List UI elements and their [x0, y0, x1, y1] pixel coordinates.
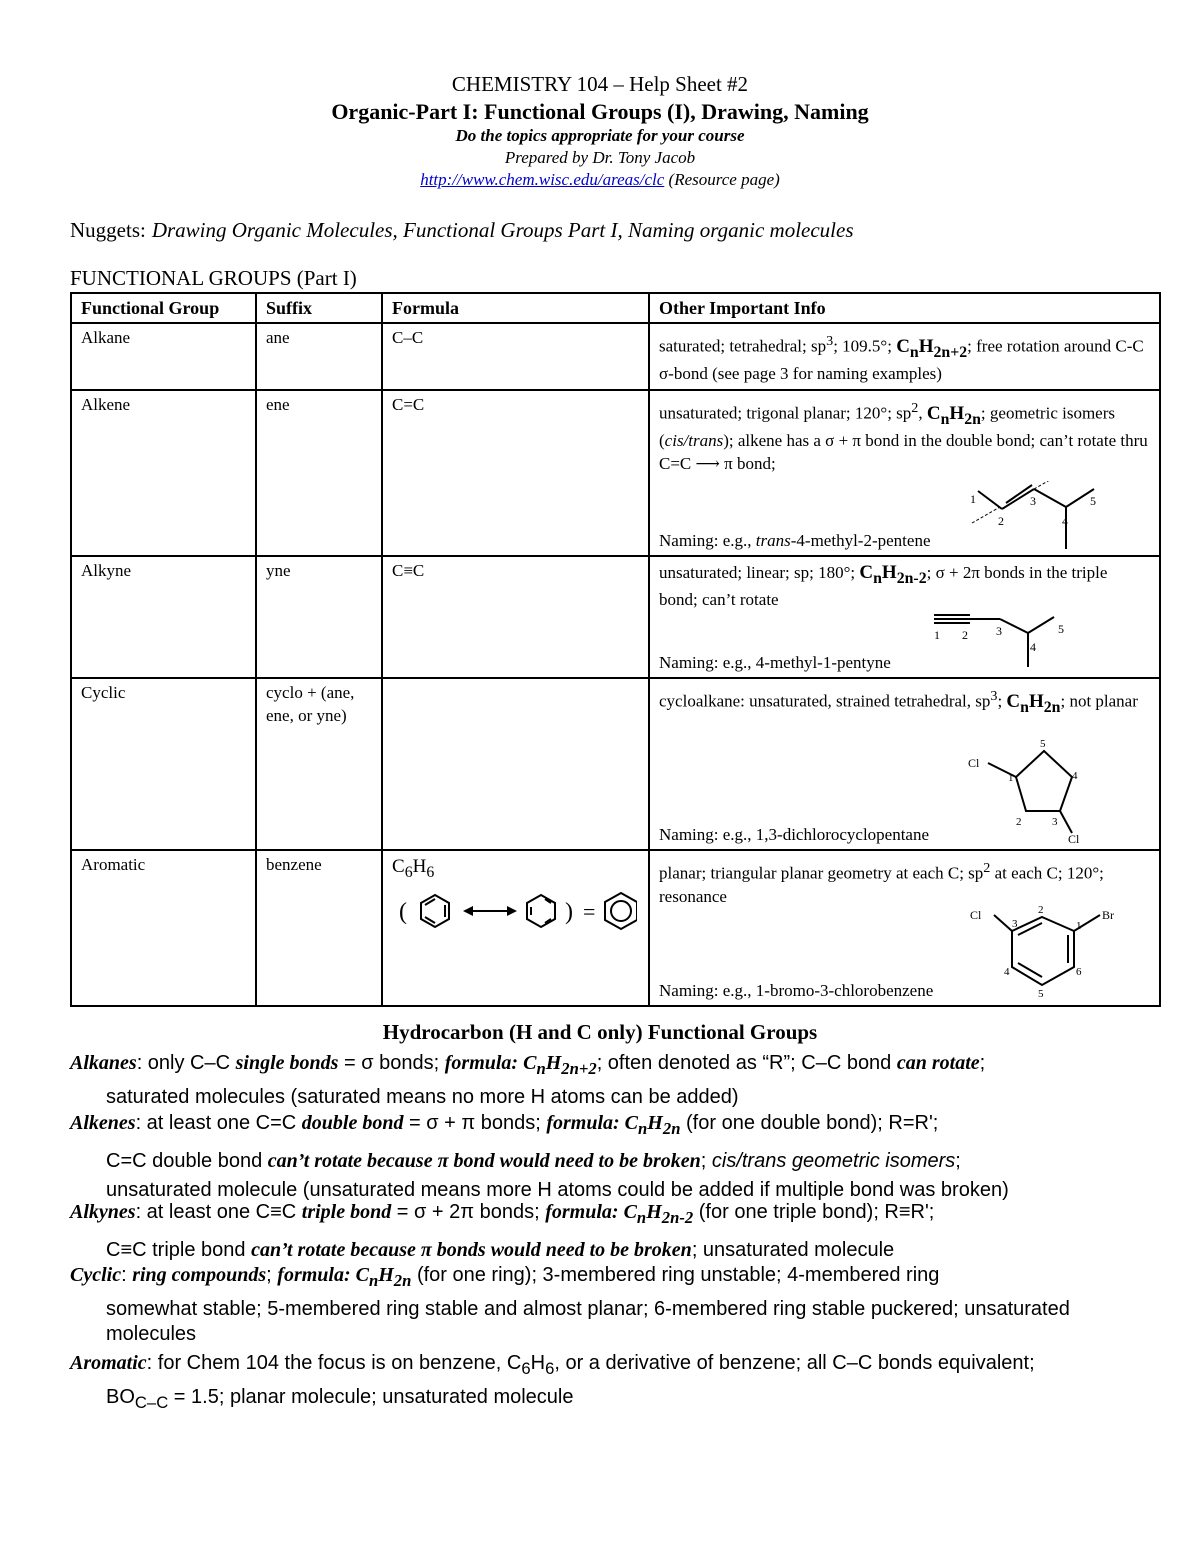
atom-number: 6: [1076, 966, 1082, 979]
info-cell: [649, 678, 1160, 850]
subscript: n: [368, 1271, 379, 1290]
naming-example: Naming: e.g., 1,3-dichlorocyclopentane: [659, 825, 930, 845]
info-text: ; 109.5°;: [833, 336, 897, 356]
bromine-atom: Br: [1102, 908, 1114, 923]
benzene-formula: [392, 856, 435, 881]
atom-number: 4: [1004, 966, 1010, 979]
term: Alkynes: [70, 1201, 136, 1223]
document-subtitle: Organic-Part I: Functional Groups (I), Drawing, Naming: [331, 99, 869, 124]
formula-c: C: [392, 856, 405, 878]
resource-line: [0, 170, 1200, 190]
atom-number: 2: [998, 514, 1004, 529]
subscript: 6: [521, 1359, 531, 1378]
course-note: Do the topics appropriate for your course: [455, 126, 745, 145]
text-line: [70, 1147, 1150, 1176]
hydrocarbon-title: Hydrocarbon (H and C only) Functional Groups: [382, 1020, 818, 1044]
atom-number: 4: [1072, 770, 1078, 783]
term: Cyclic: [70, 1264, 122, 1286]
chlorine-atom: Cl: [970, 908, 982, 923]
bold-text: ring compounds: [132, 1264, 267, 1286]
info-text: ,: [918, 403, 927, 423]
table-row: [71, 323, 1160, 390]
formula-c: C: [896, 335, 910, 357]
document-title: CHEMISTRY 104 – Help Sheet #2: [451, 72, 749, 96]
pentyne-structure: [930, 609, 1090, 671]
table-row: [71, 850, 1160, 1006]
alkenes-paragraph: [70, 1109, 1150, 1205]
info-italic: cis/trans: [664, 430, 724, 450]
superscript: 3: [990, 688, 998, 705]
alkanes-paragraph: [70, 1049, 1150, 1112]
atom-number: 5: [1040, 738, 1046, 751]
formula-c: formula: C: [545, 1201, 637, 1223]
atom-number: 1: [1008, 772, 1014, 785]
text: : only C–C: [136, 1052, 236, 1074]
atom-number: 1: [970, 492, 976, 507]
subscript: n: [909, 343, 919, 361]
formula-c: C: [1006, 690, 1021, 712]
info-text: ; geometric isomers (: [659, 403, 1115, 450]
text: ;: [955, 1150, 961, 1172]
equals-sign: =: [583, 899, 596, 925]
bold-text: double bond: [301, 1112, 404, 1134]
superscript: 2: [911, 400, 919, 417]
text: = σ + 2π bonds;: [391, 1201, 546, 1223]
functional-groups-table: [70, 292, 1161, 1007]
suffix-cell: yne: [256, 556, 382, 678]
atom-number: 4: [1030, 640, 1036, 655]
text: molecules: [106, 1323, 197, 1345]
atom-number: 3: [1030, 494, 1036, 509]
formula-cell: [382, 678, 649, 850]
atom-number: 5: [1058, 622, 1064, 637]
formula-c: formula: C: [546, 1112, 639, 1134]
atom-number: 2: [1016, 816, 1022, 829]
bold-text: can’t rotate because π bonds would need to be broken: [251, 1239, 692, 1261]
suffix-cell: ene: [256, 390, 382, 556]
bold-text: triple bond: [301, 1201, 392, 1223]
formula-h: H: [412, 856, 427, 878]
subscript: 2n: [662, 1119, 681, 1138]
nuggets-label: Nuggets:: [70, 218, 146, 242]
table-row: [71, 390, 1160, 556]
text: = σ bonds;: [338, 1052, 445, 1074]
info-text: ; not planar: [1060, 691, 1138, 711]
naming-prefix: Naming: e.g.,: [659, 531, 756, 551]
text: C=C double bond: [106, 1150, 268, 1172]
text: H: [530, 1352, 546, 1374]
column-header: Other Important Info: [649, 293, 1160, 323]
formula-h: H: [1028, 690, 1044, 712]
term: Aromatic: [70, 1352, 147, 1374]
resource-link[interactable]: http://www.chem.wisc.edu/areas/clc: [420, 170, 665, 189]
subscript: 6: [545, 1359, 555, 1378]
formula-cell: C–C: [382, 323, 649, 390]
atom-number: 2: [962, 628, 968, 643]
text-line: [70, 1383, 1150, 1417]
atom-number: 3: [996, 624, 1002, 639]
formula: [546, 1112, 681, 1138]
subscript: n: [536, 1059, 546, 1078]
italic-text: cis/trans geometric isomers: [711, 1150, 956, 1172]
formula-c: formula: C: [277, 1264, 369, 1286]
text: : at least one C=C: [135, 1112, 302, 1134]
superscript: 2: [983, 860, 991, 877]
info-cell: [649, 390, 1160, 556]
functional-groups-title: FUNCTIONAL GROUPS (Part I): [70, 266, 357, 290]
atom-number: 3: [1052, 816, 1058, 829]
atom-number: 2: [1038, 904, 1044, 917]
paren-open: (: [399, 899, 407, 926]
paren-close: ): [565, 899, 573, 926]
bold-text: can’t rotate because π bond would need to be broken: [267, 1150, 701, 1172]
subscript: 2n: [1043, 698, 1061, 716]
subscript: 2n: [964, 410, 981, 428]
author-line: Prepared by Dr. Tony Jacob: [504, 148, 696, 167]
subscript: 2n+2: [933, 343, 968, 361]
formula-h: H: [918, 335, 934, 357]
info-text: unsaturated; trigonal planar; 120°; sp: [659, 403, 912, 423]
text: : for Chem 104 the focus is on benzene, C: [146, 1352, 522, 1374]
formula-h: H: [881, 562, 897, 584]
formula-h: H: [647, 1112, 663, 1134]
text: (for one double bond); R=R';: [680, 1112, 939, 1134]
text: : at least one C≡C: [135, 1201, 302, 1223]
formula-h: H: [949, 402, 965, 424]
text: ; often denoted as “R”; C–C bond: [596, 1052, 897, 1074]
atom-number: 4: [1062, 514, 1068, 529]
naming-rest: -4-methyl-2-pentene: [790, 531, 931, 551]
naming-italic: trans: [755, 531, 791, 551]
suffix-cell: cyclo + (ane, ene, or yne): [256, 678, 382, 850]
info-cell: [649, 850, 1160, 1006]
info-cell: [649, 556, 1160, 678]
pentene-structure: [970, 481, 1110, 561]
bold-text: can rotate: [896, 1052, 980, 1074]
formula: [545, 1201, 694, 1227]
text: :: [121, 1264, 133, 1286]
formula-h: H: [646, 1201, 662, 1223]
formula-cell: C≡C: [382, 556, 649, 678]
aromatic-paragraph: [70, 1349, 1150, 1417]
cyclic-paragraph: [70, 1261, 1150, 1349]
info-cell: [649, 323, 1160, 390]
naming-example: [659, 530, 930, 553]
text: somewhat stable; 5-membered ring stable and almost planar; 6-membered ring stable puckered; unsaturated: [106, 1298, 1070, 1320]
group-cell: Alkene: [71, 390, 256, 556]
formula-c: C: [926, 402, 941, 424]
formula-cell: [382, 850, 649, 1006]
table-row: [71, 678, 1160, 850]
table-header-row: [71, 293, 1160, 323]
cyclopentane-structure: [968, 737, 1108, 847]
text: saturated molecules (saturated means no more H atoms can be added): [106, 1086, 739, 1108]
text: ;: [266, 1264, 278, 1286]
info-text: unsaturated; linear; sp; 180°;: [659, 563, 860, 583]
text: ;: [700, 1150, 712, 1172]
formula: [277, 1264, 412, 1290]
formula-h: H: [378, 1264, 394, 1286]
subscript: 6: [426, 863, 435, 881]
subscript: n: [1020, 698, 1029, 716]
info-text: saturated; tetrahedral; sp: [659, 336, 827, 356]
group-cell: Alkyne: [71, 556, 256, 678]
formula: [444, 1052, 597, 1078]
subscript: n: [636, 1208, 647, 1227]
naming-example: Naming: e.g., 4-methyl-1-pentyne: [659, 653, 891, 673]
column-header: Suffix: [256, 293, 382, 323]
resource-suffix: (Resource page): [664, 170, 780, 189]
chlorine-atom: Cl: [968, 756, 980, 771]
chlorine-atom: Cl: [1068, 832, 1080, 847]
subscript: 2n+2: [561, 1059, 597, 1078]
suffix-cell: benzene: [256, 850, 382, 1006]
formula-c: C: [859, 562, 874, 584]
subscript: n: [638, 1119, 648, 1138]
text: ;: [979, 1052, 986, 1074]
subscript: 6: [404, 863, 413, 881]
text: BO: [106, 1386, 135, 1408]
atom-number: 1: [1076, 920, 1082, 933]
table-row: [71, 556, 1160, 678]
alkynes-paragraph: [70, 1198, 1150, 1265]
subscript: n: [940, 410, 950, 428]
subscript: 2n-2: [896, 569, 927, 587]
subscript: C–C: [134, 1393, 169, 1412]
nuggets-line: [70, 218, 854, 243]
bromochlorobenzene-structure: [970, 901, 1120, 1001]
term: Alkenes: [70, 1112, 136, 1134]
subscript: 2n-2: [661, 1208, 694, 1227]
text: = 1.5; planar molecule; unsaturated molecule: [168, 1386, 574, 1408]
formula-cell: C=C: [382, 390, 649, 556]
superscript: 3: [826, 333, 834, 350]
text: C≡C triple bond: [106, 1239, 252, 1261]
atom-number: 5: [1038, 988, 1044, 1001]
info-text: ; free rotation around C-C σ-bond (see page 3 for naming examples): [659, 336, 1144, 384]
atom-number: 3: [1012, 918, 1018, 931]
info-text: ); alkene has a σ + π bond in the double bond; can’t rotate thru C=C ⟶ π bond;: [659, 430, 1148, 473]
naming-example: Naming: e.g., 1-bromo-3-chlorobenzene: [659, 981, 934, 1001]
atom-number: 5: [1090, 494, 1096, 509]
term: Alkanes: [70, 1052, 137, 1074]
subscript: n: [873, 569, 882, 587]
text: (for one triple bond); R≡R';: [693, 1201, 935, 1223]
info-text: planar; triangular planar geometry at each C; sp: [659, 863, 984, 883]
info-text: ; σ + 2π bonds in the triple bond; can’t rotate: [659, 563, 1108, 610]
atom-number: 1: [934, 628, 940, 643]
benzene-resonance: [387, 887, 637, 937]
column-header: Formula: [382, 293, 649, 323]
text: ; unsaturated molecule: [691, 1239, 895, 1261]
formula-h: H: [545, 1052, 562, 1074]
column-header: Functional Group: [71, 293, 256, 323]
text: = σ + π bonds;: [403, 1112, 547, 1134]
info-text: at each C; 120°; resonance: [659, 863, 1104, 906]
nuggets-text: Drawing Organic Molecules, Functional Groups Part I, Naming organic molecules: [151, 218, 854, 242]
formula-c: formula: C: [444, 1052, 537, 1074]
group-cell: Alkane: [71, 323, 256, 390]
subscript: 2n: [393, 1271, 412, 1290]
text: , or a derivative of benzene; all C–C bonds equivalent;: [554, 1352, 1035, 1374]
group-cell: Cyclic: [71, 678, 256, 850]
text: unsaturated molecule (unsaturated means more H atoms could be added if multiple bond was broken): [106, 1179, 1009, 1201]
info-text: cycloalkane: unsaturated, strained tetrahedral, sp: [659, 691, 991, 711]
bold-text: single bonds: [235, 1052, 339, 1074]
group-cell: Aromatic: [71, 850, 256, 1006]
text: (for one ring); 3-membered ring unstable; 4-membered ring: [411, 1264, 940, 1286]
info-text: ;: [997, 691, 1007, 711]
suffix-cell: ane: [256, 323, 382, 390]
